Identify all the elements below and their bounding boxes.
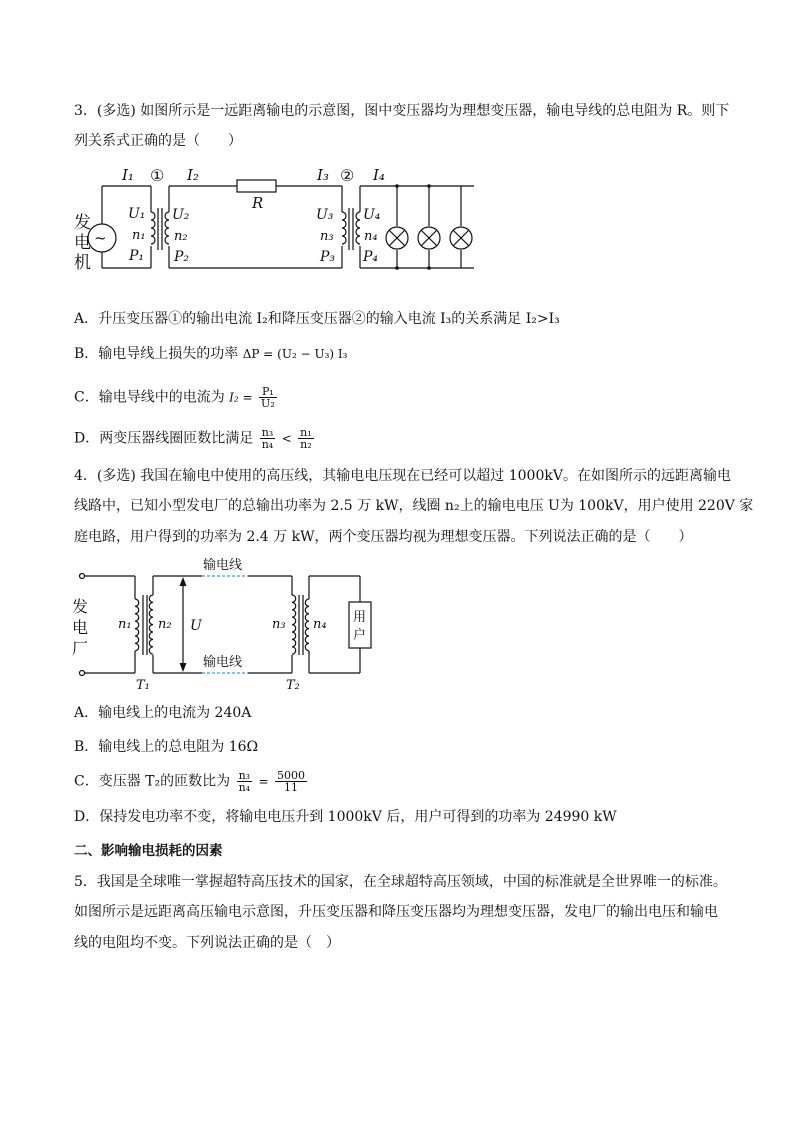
fraction-denominator: n₄	[261, 438, 274, 451]
q3-option-b-formula: ΔP = (U₂ − U₃) I₃	[242, 347, 348, 361]
q4-option-d: D．保持发电功率不变，将输电电压升到 1000kV 后，用户可得到的功率为 24990 kW	[74, 809, 617, 825]
q3-option-b-text: B．输电导线上损失的功率	[74, 346, 239, 362]
q4-stem-line-1: 4．(多选) 我国在输电中使用的高压线，其输电电压现在已经可以超过 1000kV。在如图所示的远距离输电	[74, 468, 731, 484]
label-U2: U₂	[172, 207, 190, 223]
q3-circuit-diagram	[70, 162, 490, 292]
transformer-2-marker: ②	[340, 166, 355, 185]
q3-option-b	[74, 344, 347, 364]
plant-label-2: 电	[72, 618, 89, 637]
label-n3: n₃	[320, 229, 334, 244]
label-n4: n₄	[313, 617, 327, 632]
q3-option-d-text: D．两变压器线圈匝数比满足	[74, 430, 254, 447]
label-n4: n₄	[364, 229, 378, 244]
generator-label-3: 机	[74, 253, 91, 273]
q3-option-c	[74, 386, 279, 409]
q4-option-c-text: C．变压器 T₂的匝数比为	[74, 773, 231, 790]
q5-stem-line-3: 线的电阻均不变。下列说法正确的是（ ）	[74, 935, 340, 951]
generator-label-2: 电	[74, 233, 91, 253]
label-T2: T₂	[286, 678, 300, 693]
transmission-line-top-label: 输电线	[203, 558, 243, 573]
transmission-line-bottom-label: 输电线	[203, 655, 243, 670]
q3-stem-line-2: 列关系式正确的是（ ）	[74, 133, 242, 149]
section-heading: 二、影响输电损耗的因素	[74, 843, 223, 859]
fraction-numerator: n₁	[300, 426, 312, 439]
label-T1: T₁	[136, 678, 150, 693]
q3-option-d-fraction-1	[260, 427, 276, 450]
q4-circuit-diagram	[70, 555, 390, 697]
fraction-numerator: 5000	[277, 769, 306, 782]
label-I4: I₄	[373, 166, 385, 184]
label-n2: n₂	[158, 617, 172, 632]
q4-option-c-fraction-1	[237, 770, 253, 793]
q4-option-a: A．输电线上的电流为 240A	[74, 705, 252, 721]
fraction-denominator: n₄	[238, 781, 251, 794]
q4-option-b: B．输电线上的总电阻为 16Ω	[74, 739, 259, 755]
label-n1: n₁	[132, 228, 146, 243]
q3-stem-line-1: 3．(多选) 如图所示是一远距离输电的示意图，图中变压器均为理想变压器，输电导线的总电阻为 R。则下	[74, 103, 730, 119]
label-I1: I₁	[122, 166, 134, 184]
label-U3: U₃	[316, 207, 334, 223]
q3-option-d	[74, 427, 316, 450]
fraction-numerator: n₃	[238, 769, 251, 782]
label-n3: n₃	[272, 617, 286, 632]
label-P1: P₁	[129, 248, 145, 264]
q3-option-d-operator: <	[281, 431, 292, 446]
q5-stem-line-1: 5．我国是全球唯一掌握超特高压技术的国家，在全球超特高压领域，中国的标准就是全世界唯一的标准。	[74, 874, 727, 890]
label-I2: I₂	[187, 166, 199, 184]
q3-option-d-fraction-2	[298, 427, 314, 450]
label-U1: U₁	[128, 206, 146, 222]
user-label-2: 户	[353, 628, 367, 643]
label-P4: P₄	[363, 249, 379, 265]
transformer-1-marker: ①	[150, 166, 165, 185]
fraction-denominator: 11	[284, 781, 299, 794]
q4-stem-line-3: 庭电路，用户得到的功率为 2.4 万 kW，两个变压器均视为理想变压器。下列说法正确的是（ ）	[74, 529, 693, 545]
fraction-denominator: U₂	[261, 397, 275, 410]
fraction-denominator: n₂	[300, 438, 312, 451]
user-label-1: 用	[353, 610, 367, 625]
label-n2: n₂	[174, 229, 188, 244]
q3-option-c-fraction	[259, 386, 277, 409]
q3-option-c-lhs: I₂ =	[229, 390, 253, 405]
label-U: U	[190, 618, 202, 634]
fraction-numerator: n₃	[261, 426, 274, 439]
label-U4: U₄	[363, 207, 381, 223]
q5-stem-line-2: 如图所示是远距离高压输电示意图，升压变压器和降压变压器均为理想变压器，发电厂的输出电压和输电	[74, 904, 718, 920]
q4-stem-line-2: 线路中，已知小型发电厂的总输出功率为 2.5 万 kW，线圈 n₂上的输电电压 U为 100kV，用户使用 220V 家	[74, 498, 754, 514]
label-P3: P₃	[320, 249, 336, 265]
q3-option-c-text: C．输电导线中的电流为	[74, 389, 225, 406]
label-R: R	[252, 194, 264, 212]
plant-label-1: 发	[72, 597, 89, 616]
label-I3: I₃	[317, 166, 329, 184]
plant-label-3: 厂	[72, 639, 89, 658]
generator-label-1: 发	[74, 213, 91, 233]
ac-symbol: ~	[94, 229, 107, 247]
q3-option-a: A．升压变压器①的输出电流 I₂和降压变压器②的输入电流 I₃的关系满足 I₂>I₃	[74, 311, 560, 327]
q4-option-c	[74, 770, 309, 793]
label-n1: n₁	[118, 617, 132, 632]
fraction-numerator: P₁	[259, 386, 277, 398]
label-P2: P₂	[174, 249, 190, 265]
q4-option-c-equals: =	[258, 774, 269, 789]
q4-option-c-fraction-2	[275, 770, 307, 793]
